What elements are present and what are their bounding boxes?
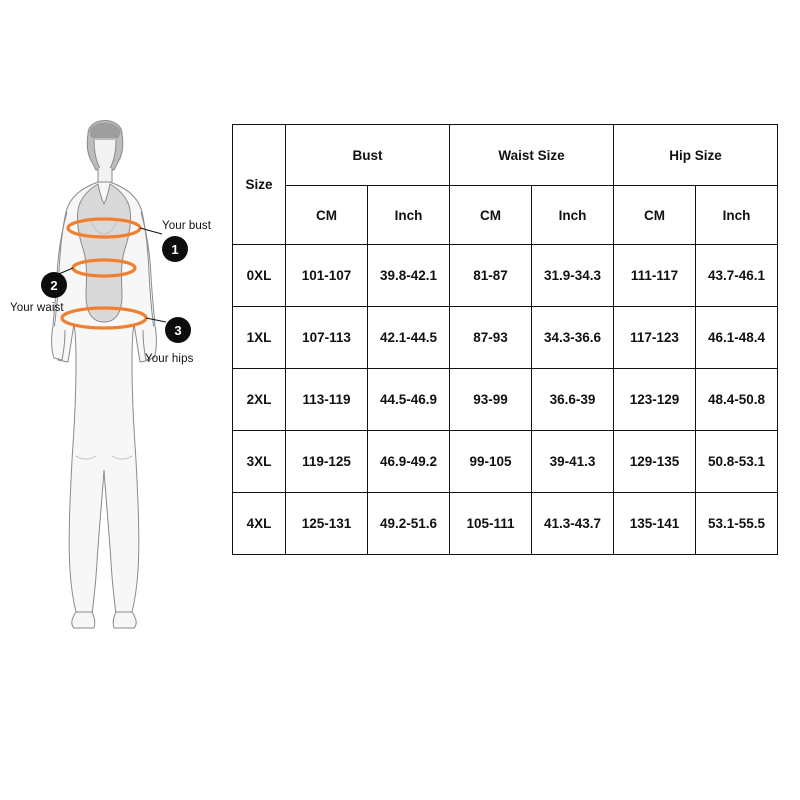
unit-bust-cm: CM <box>286 186 368 245</box>
cell-hip-inch: 43.7-46.1 <box>696 245 778 307</box>
cell-hip-inch: 46.1-48.4 <box>696 307 778 369</box>
cell-bust-inch: 44.5-46.9 <box>368 369 450 431</box>
callout-label-waist: Your waist <box>10 302 64 314</box>
cell-hip-cm: 123-129 <box>614 369 696 431</box>
cell-bust-cm: 125-131 <box>286 493 368 555</box>
cell-waist-inch: 31.9-34.3 <box>532 245 614 307</box>
cell-bust-inch: 39.8-42.1 <box>368 245 450 307</box>
cell-waist-cm: 99-105 <box>450 431 532 493</box>
callout-label-hips: Your hips <box>145 353 194 365</box>
female-body-illustration <box>10 100 235 630</box>
row-size-label: 0XL <box>233 245 286 307</box>
callout-number-1: 1 <box>162 236 188 262</box>
callout-number-3: 3 <box>165 317 191 343</box>
cell-hip-inch: 50.8-53.1 <box>696 431 778 493</box>
header-size: Size <box>233 125 286 245</box>
callout-number-2: 2 <box>41 272 67 298</box>
cell-bust-cm: 119-125 <box>286 431 368 493</box>
header-bust: Bust <box>286 125 450 186</box>
cell-hip-inch: 53.1-55.5 <box>696 493 778 555</box>
cell-waist-inch: 36.6-39 <box>532 369 614 431</box>
cell-bust-inch: 49.2-51.6 <box>368 493 450 555</box>
unit-waist-cm: CM <box>450 186 532 245</box>
header-hip: Hip Size <box>614 125 778 186</box>
cell-hip-cm: 117-123 <box>614 307 696 369</box>
size-chart-table <box>232 124 778 555</box>
cell-bust-inch: 46.9-49.2 <box>368 431 450 493</box>
cell-hip-cm: 111-117 <box>614 245 696 307</box>
row-size-label: 1XL <box>233 307 286 369</box>
table-row <box>233 369 778 431</box>
header-waist: Waist Size <box>450 125 614 186</box>
cell-waist-cm: 93-99 <box>450 369 532 431</box>
cell-waist-inch: 39-41.3 <box>532 431 614 493</box>
cell-hip-cm: 129-135 <box>614 431 696 493</box>
table-row <box>233 431 778 493</box>
table-row <box>233 307 778 369</box>
cell-hip-inch: 48.4-50.8 <box>696 369 778 431</box>
callout-label-bust: Your bust <box>162 220 212 232</box>
cell-hip-cm: 135-141 <box>614 493 696 555</box>
cell-waist-inch: 34.3-36.6 <box>532 307 614 369</box>
body-figure-panel <box>10 100 235 630</box>
cell-bust-cm: 113-119 <box>286 369 368 431</box>
table-header-groups <box>233 125 778 186</box>
cell-waist-cm: 81-87 <box>450 245 532 307</box>
table-header-units <box>233 186 778 245</box>
unit-waist-inch: Inch <box>532 186 614 245</box>
row-size-label: 2XL <box>233 369 286 431</box>
table-row <box>233 493 778 555</box>
table-row <box>233 245 778 307</box>
cell-bust-cm: 107-113 <box>286 307 368 369</box>
row-size-label: 4XL <box>233 493 286 555</box>
row-size-label: 3XL <box>233 431 286 493</box>
unit-bust-inch: Inch <box>368 186 450 245</box>
cell-waist-cm: 105-111 <box>450 493 532 555</box>
cell-bust-cm: 101-107 <box>286 245 368 307</box>
cell-bust-inch: 42.1-44.5 <box>368 307 450 369</box>
cell-waist-cm: 87-93 <box>450 307 532 369</box>
unit-hip-inch: Inch <box>696 186 778 245</box>
unit-hip-cm: CM <box>614 186 696 245</box>
cell-waist-inch: 41.3-43.7 <box>532 493 614 555</box>
